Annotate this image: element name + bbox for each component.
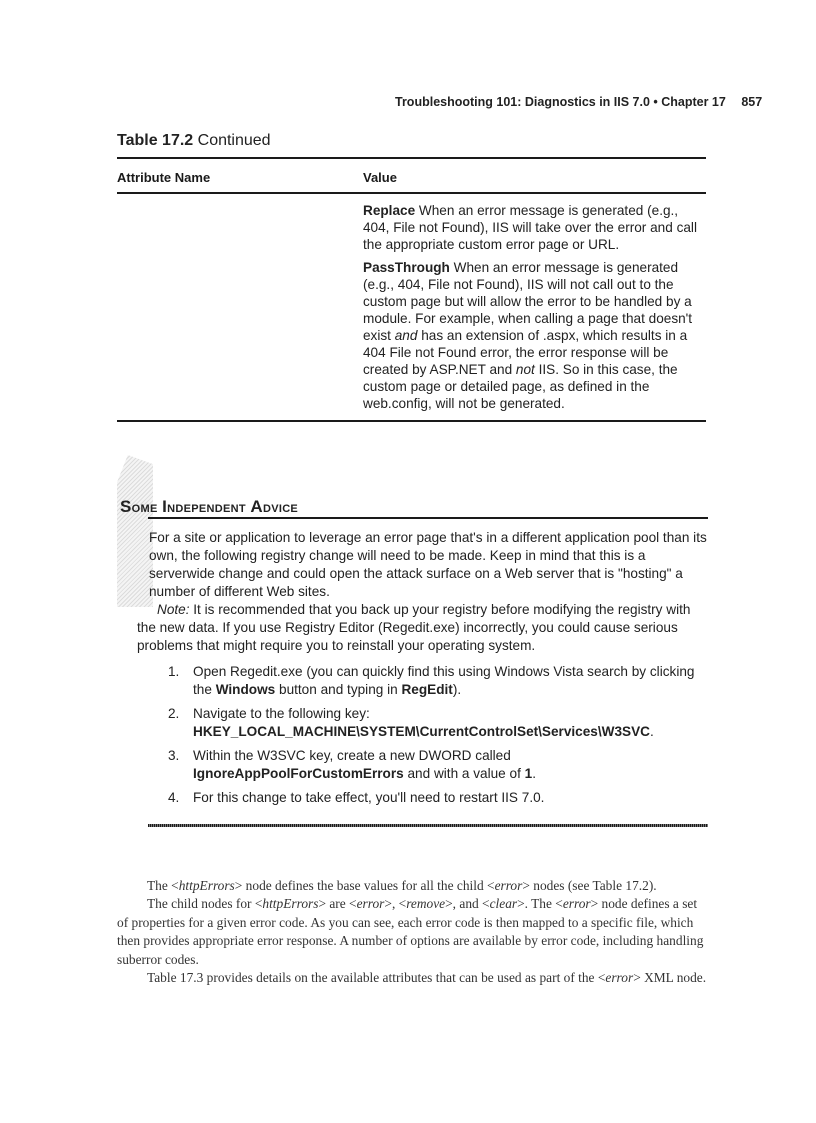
step-bold-2: 1 bbox=[524, 766, 533, 781]
step-text-c: button and typing in bbox=[275, 682, 402, 697]
step-bold-1: HKEY_LOCAL_MACHINE\SYSTEM\CurrentControlSet\Services\W3SVC bbox=[193, 724, 650, 739]
body-paragraph-1 bbox=[117, 877, 709, 895]
running-title: Troubleshooting 101: Diagnostics in IIS 7.0 • Chapter 17 bbox=[395, 95, 726, 109]
column-header-attribute: Attribute Name bbox=[117, 170, 211, 185]
column-header-value: Value bbox=[363, 170, 397, 185]
advice-paragraph: For a site or application to leverage an error page that's in a different application pool than its own, the following registry change will need to be made. Keep in mind that this is a serverwide change and could open the attack surface on a Web server that is "hosting" a number of different Web sites. bbox=[149, 530, 707, 599]
value-entry-passthrough bbox=[363, 259, 708, 412]
advice-decorative-shade bbox=[117, 455, 153, 607]
advice-bottom-rule bbox=[148, 824, 708, 827]
advice-note bbox=[137, 601, 709, 655]
replace-description: When an error message is generated (e.g., 404, File not Found), IIS will take over the error and call the appropriate custom error page or URL. bbox=[363, 203, 697, 252]
table-header-rule bbox=[117, 192, 706, 194]
text-run: The child nodes for < bbox=[147, 896, 263, 912]
step-text-c: . bbox=[649, 724, 654, 739]
passthrough-text-b: has an extension of .aspx, which results in a 404 File not Found error, the error response will be created by ASP.NET and bbox=[363, 328, 688, 377]
passthrough-text-a: When an error message is generated (e.g., 404, File not Found), IIS will not call out to the custom page but will allow the error to be handled by a module. For example, when calling a page that doesn't exist bbox=[363, 260, 693, 343]
advice-title-part-3: dvice bbox=[262, 499, 299, 516]
advice-title bbox=[120, 497, 298, 517]
text-run: > are < bbox=[318, 896, 357, 912]
code-term: error bbox=[605, 970, 634, 986]
table-bottom-rule bbox=[117, 420, 706, 422]
text-run: > node defines the base values for all the child < bbox=[234, 878, 495, 893]
term-passthrough: PassThrough bbox=[363, 260, 450, 275]
passthrough-text-c: IIS. So in this case, the custom page or detailed page, as defined in the web.config, will not be generated. bbox=[363, 362, 678, 411]
step-bold-1: Windows bbox=[215, 682, 276, 697]
text-run: >, and < bbox=[445, 896, 490, 912]
advice-title-cap-s: S bbox=[120, 497, 132, 516]
text-run: > node defines a set of properties for a given error code. As you can see, each error code is then mapped to a specific file, which then provides appropriate error response. A number of options are available by error code, including handling suberror codes. bbox=[117, 896, 704, 967]
step-number: 3. bbox=[168, 748, 180, 763]
text-run: Table 17.3 provides details on the available attributes that can be used as part of the < bbox=[147, 970, 606, 986]
value-entry-replace bbox=[363, 202, 708, 253]
text-run: The < bbox=[147, 878, 179, 893]
step-text-a: For this change to take effect, you'll need to restart IIS 7.0. bbox=[193, 790, 545, 805]
advice-title-part-1: ome bbox=[131, 499, 163, 516]
step-number: 2. bbox=[168, 706, 180, 721]
advice-title-cap-i: I bbox=[162, 497, 168, 516]
code-term: error bbox=[494, 878, 523, 893]
advice-note-text: It is recommended that you back up your registry before modifying the registry with the new data. If you use Registry Editor (Regedit.exe) incorrectly, you could cause serious problems that might require you to reinstall your operating system. bbox=[137, 602, 691, 653]
text-run: >, < bbox=[384, 896, 407, 912]
advice-title-part-2: ndependent bbox=[167, 499, 251, 516]
table-title bbox=[117, 132, 271, 150]
text-run: >. The < bbox=[517, 896, 563, 912]
table-title-rest: Continued bbox=[193, 132, 271, 149]
step-number: 4. bbox=[168, 790, 180, 805]
passthrough-emphasis-not: not bbox=[515, 362, 535, 377]
body-text bbox=[117, 877, 709, 987]
code-term: httpErrors bbox=[262, 896, 319, 912]
passthrough-emphasis-and: and bbox=[394, 328, 418, 343]
step-text-a: Navigate to the following key: bbox=[193, 706, 370, 721]
advice-steps bbox=[149, 663, 709, 807]
step-text-c: and with a value of bbox=[403, 766, 525, 781]
step-text-d: ). bbox=[452, 682, 462, 697]
body-paragraph-3 bbox=[117, 969, 709, 987]
code-term: remove bbox=[406, 896, 446, 912]
advice-title-rule bbox=[148, 517, 708, 519]
step-bold-1: IgnoreAppPoolForCustomErrors bbox=[193, 766, 404, 781]
advice-note-label: Note: bbox=[157, 602, 190, 617]
step-number: 1. bbox=[168, 664, 180, 679]
step-text-a: Within the W3SVC key, create a new DWORD called bbox=[193, 748, 511, 763]
advice-title-cap-a: A bbox=[250, 497, 263, 516]
page-number: 857 bbox=[741, 95, 763, 109]
advice-step bbox=[168, 789, 709, 807]
term-replace: Replace bbox=[363, 203, 416, 218]
table-title-label: Table 17.2 bbox=[117, 132, 194, 149]
advice-step bbox=[168, 705, 709, 741]
table-top-rule bbox=[117, 157, 706, 159]
text-run: > XML node. bbox=[633, 970, 707, 986]
advice-step bbox=[168, 747, 709, 783]
code-term: httpErrors bbox=[178, 878, 235, 893]
step-bold-2: RegEdit bbox=[401, 682, 453, 697]
running-header bbox=[395, 95, 762, 109]
advice-body bbox=[137, 529, 709, 813]
body-paragraph-2 bbox=[117, 895, 709, 969]
step-text-d: . bbox=[532, 766, 536, 781]
code-term: error bbox=[562, 896, 591, 912]
code-term: error bbox=[356, 896, 385, 912]
code-term: clear bbox=[489, 896, 518, 912]
text-run: > nodes (see Table 17.2). bbox=[522, 878, 657, 893]
step-text-a: Open Regedit.exe (you can quickly find this using Windows Vista search by clicking the bbox=[193, 664, 695, 697]
advice-step bbox=[168, 663, 709, 699]
